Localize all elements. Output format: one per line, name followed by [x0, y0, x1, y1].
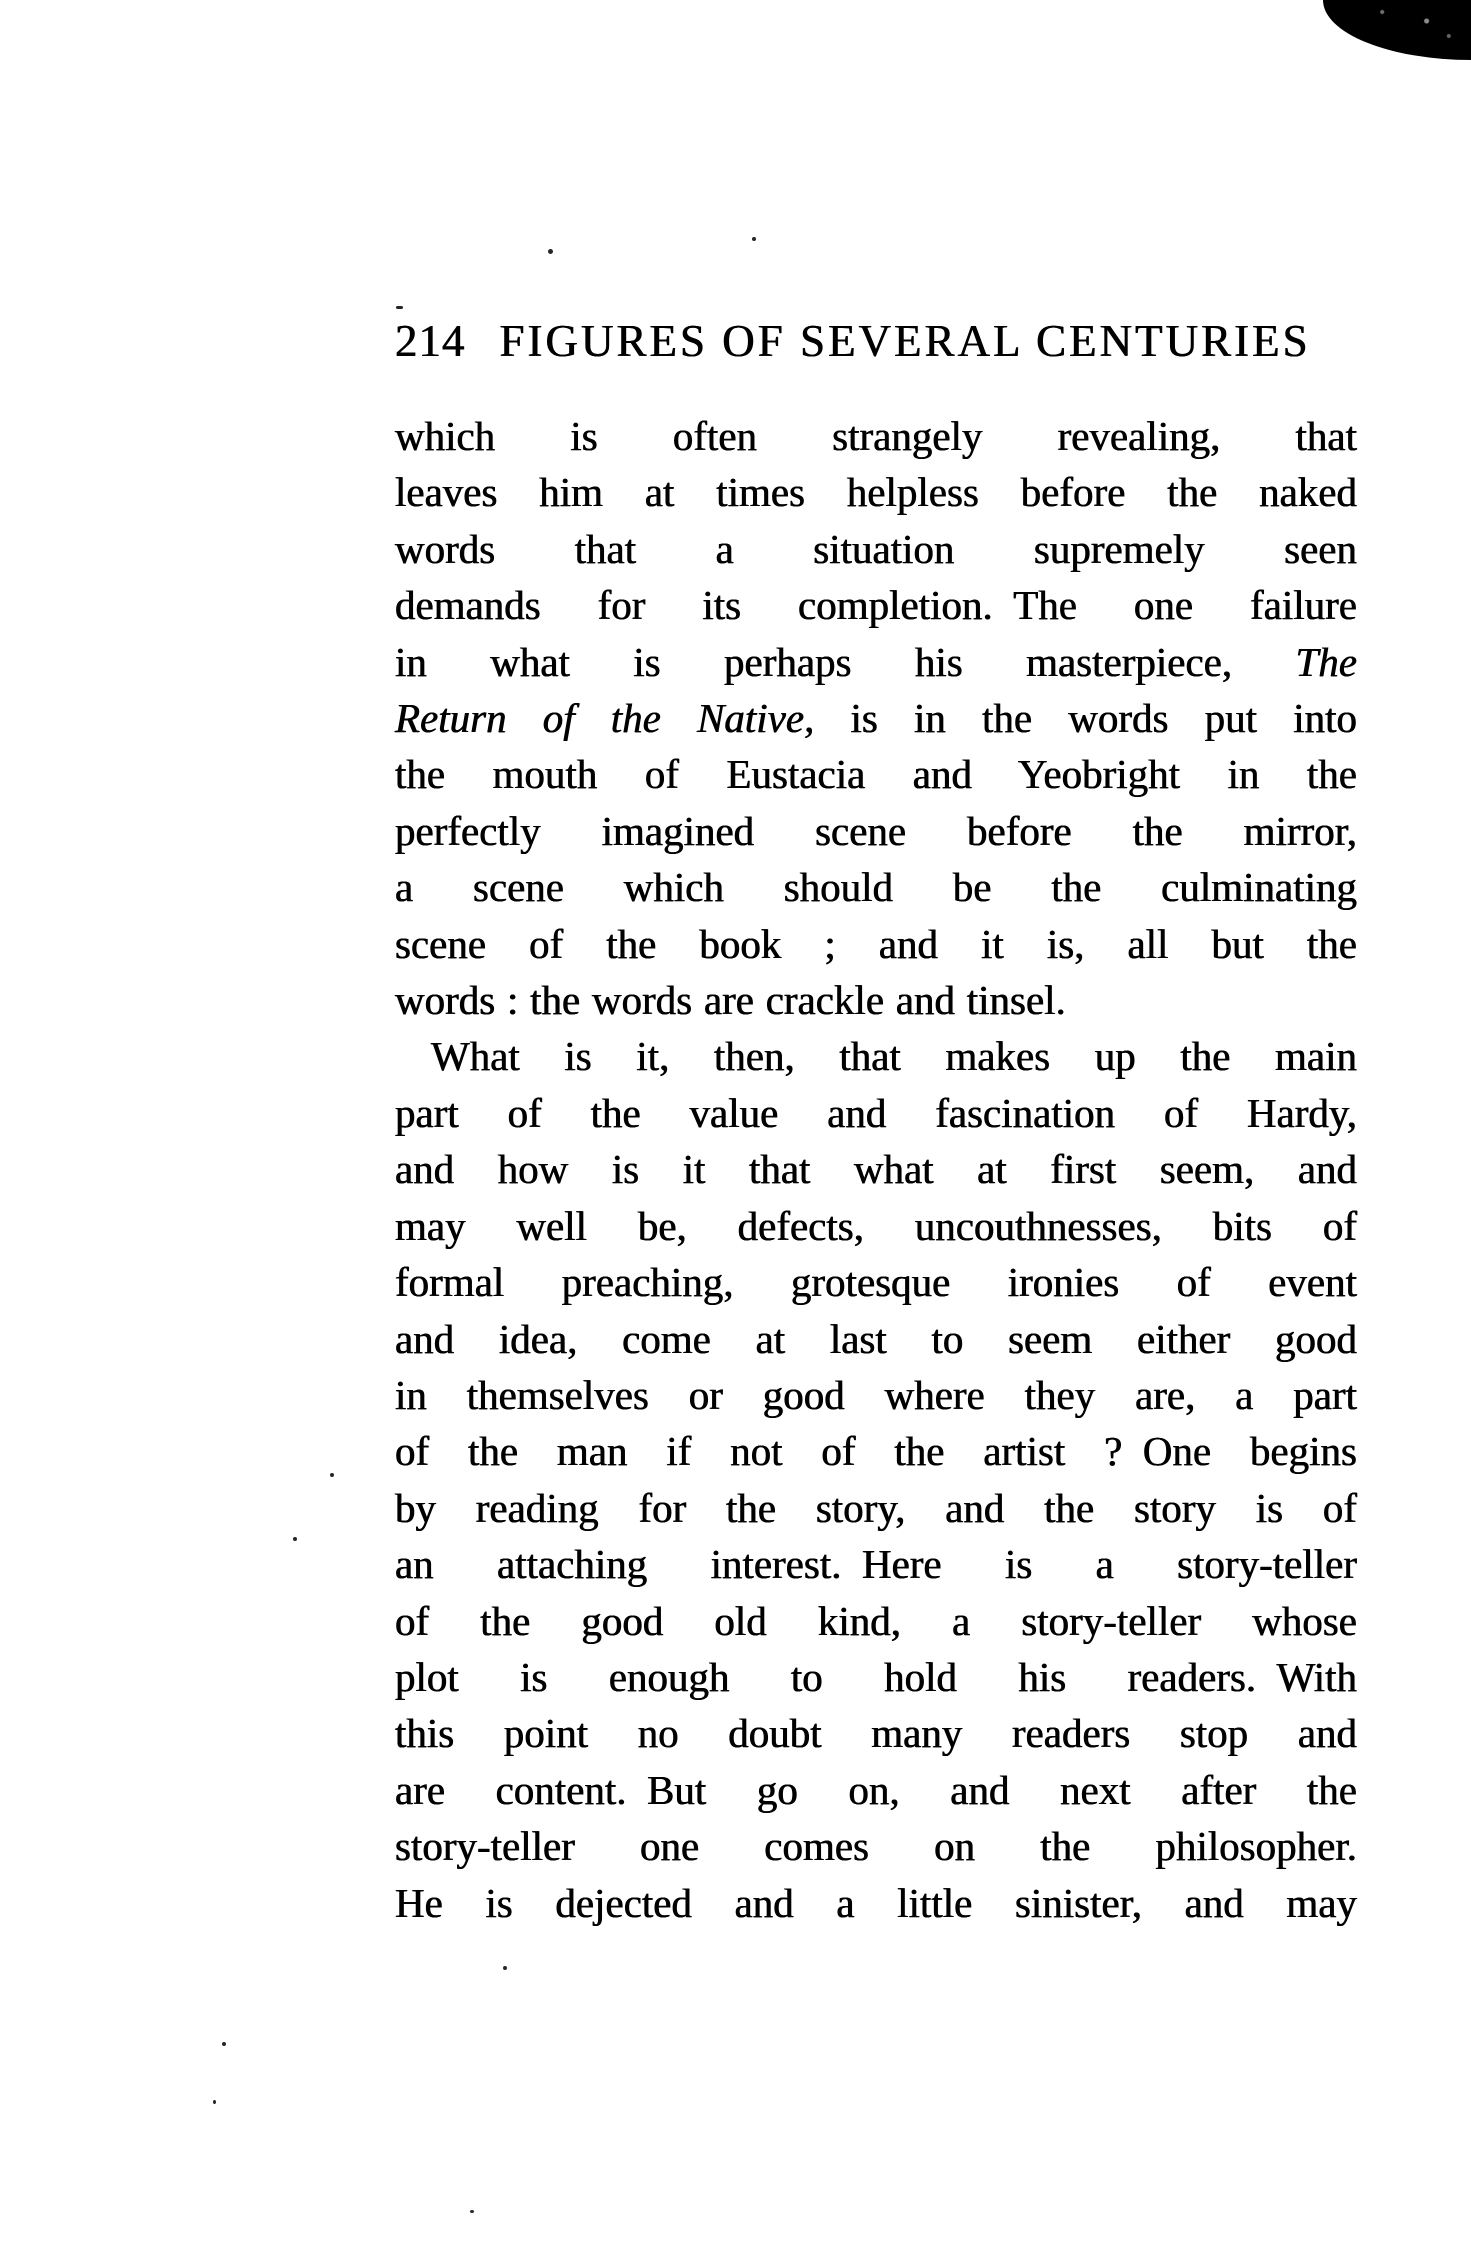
scan-speck	[396, 306, 403, 309]
body-text	[395, 408, 1357, 1931]
text-segment: the mouth of Eustacia and Yeobright in the	[395, 751, 1357, 798]
text-line	[395, 972, 1357, 1028]
text-line	[395, 634, 1357, 690]
text-segment: a scene which should be the culminating	[395, 864, 1357, 911]
text-line	[395, 1367, 1357, 1423]
text-segment: may well be, defects, uncouthnesses, bits of	[395, 1202, 1357, 1249]
text-line	[395, 408, 1357, 464]
text-segment: scene of the book ; and it is, all but the	[395, 920, 1357, 967]
text-line	[395, 1198, 1357, 1254]
text-line	[395, 916, 1357, 972]
scan-speck	[503, 1966, 507, 1970]
text-segment: What is it, then, that makes up the main	[431, 1033, 1357, 1080]
running-title: FIGURES OF SEVERAL CENTURIES	[499, 316, 1311, 366]
text-segment: words that a situation supremely seen	[395, 525, 1357, 572]
scan-corner-artifact	[1323, 0, 1471, 60]
text-line	[395, 803, 1357, 859]
text-segment: leaves him at times helpless before the naked	[395, 469, 1357, 516]
text-line	[395, 1762, 1357, 1818]
text-segment: perfectly imagined scene before the mirror,	[395, 807, 1357, 854]
scan-speck	[330, 1473, 334, 1477]
text-segment: are content. But go on, and next after the	[395, 1766, 1357, 1813]
page-number: 214	[395, 316, 466, 366]
text-segment: and idea, come at last to seem either good	[395, 1315, 1357, 1362]
text-line	[395, 1085, 1357, 1141]
text-line	[395, 746, 1357, 802]
text-line	[395, 690, 1357, 746]
text-line	[395, 859, 1357, 915]
text-line	[395, 1705, 1357, 1761]
text-segment: an attaching interest. Here is a story-teller	[395, 1541, 1357, 1588]
text-segment: of the good old kind, a story-teller whose	[395, 1597, 1357, 1644]
text-line	[395, 1254, 1357, 1310]
text-segment: this point no doubt many readers stop and	[395, 1710, 1357, 1757]
text-line	[395, 1649, 1357, 1705]
text-line	[395, 521, 1357, 577]
text-line	[395, 464, 1357, 520]
italic-book-title: The	[1295, 638, 1357, 685]
text-segment: part of the value and fascination of Hardy,	[395, 1089, 1357, 1136]
page-header	[395, 316, 1357, 366]
italic-book-title: Return of the Native,	[395, 695, 815, 742]
text-segment: words : the words are crackle and tinsel.	[395, 977, 1066, 1024]
scan-speck	[470, 2210, 474, 2213]
text-segment: He is dejected and a little sinister, and may	[395, 1879, 1357, 1926]
text-line	[395, 1028, 1357, 1084]
text-line	[395, 1536, 1357, 1592]
scan-speck	[752, 237, 756, 241]
scan-speck	[222, 2042, 226, 2046]
text-line	[395, 1818, 1357, 1874]
text-segment: and how is it that what at first seem, and	[395, 1146, 1357, 1193]
text-line	[395, 1141, 1357, 1197]
text-segment: story-teller one comes on the philosopher.	[395, 1823, 1357, 1870]
text-line	[395, 577, 1357, 633]
text-line	[395, 1423, 1357, 1479]
text-segment: which is often strangely revealing, that	[395, 413, 1357, 459]
text-line	[395, 1593, 1357, 1649]
text-segment: is in the words put into	[814, 695, 1358, 742]
text-segment: demands for its completion. The one failure	[395, 582, 1357, 629]
text-segment: formal preaching, grotesque ironies of event	[395, 1259, 1357, 1306]
text-segment: in themselves or good where they are, a part	[395, 1371, 1357, 1418]
text-segment: in what is perhaps his masterpiece,	[395, 638, 1296, 685]
scan-speck	[213, 2100, 216, 2104]
scan-speck	[293, 1537, 297, 1541]
text-segment: of the man if not of the artist ? One begins	[395, 1428, 1357, 1475]
scan-speck	[548, 249, 553, 254]
text-segment: by reading for the story, and the story is of	[395, 1484, 1357, 1531]
text-segment: plot is enough to hold his readers. With	[395, 1653, 1357, 1700]
text-line	[395, 1480, 1357, 1536]
text-line	[395, 1311, 1357, 1367]
text-line	[395, 1875, 1357, 1931]
